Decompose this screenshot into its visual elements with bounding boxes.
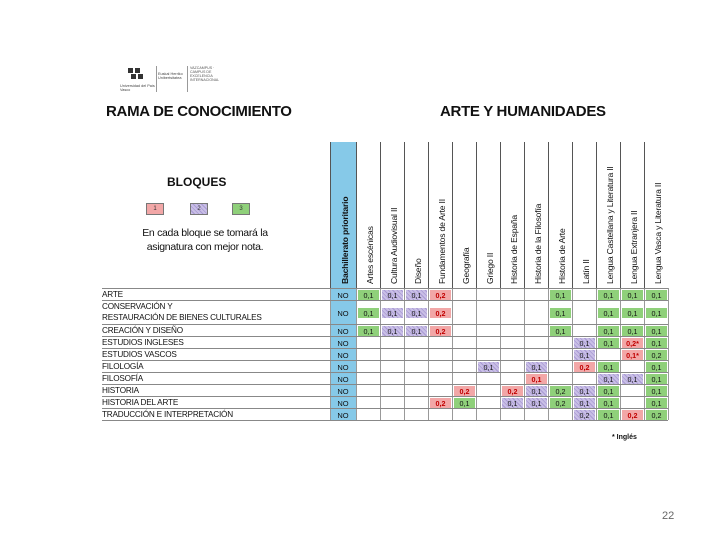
column-header-label: Diseño [412, 258, 423, 284]
weight-cell: 0,1 [622, 290, 643, 300]
weight-cell: 0,2 [622, 410, 643, 420]
table-row [102, 324, 668, 336]
column-header-label: Latín II [580, 259, 591, 284]
column-header-label: Cultura Audiovisual II [388, 207, 399, 284]
university-name-eu: Euskal Herriko Unibertsitatea [158, 72, 183, 80]
column-header [356, 142, 380, 288]
weight-cell: 0,1 [598, 362, 619, 372]
weight-cell: 0,1 [598, 290, 619, 300]
weight-cell: 0,1 [526, 374, 547, 384]
weight-cell: 0,2 [430, 326, 451, 336]
weight-cell: 0,2 [502, 386, 523, 396]
weight-cell: 0,1 [574, 398, 595, 408]
weight-cell: 0,1 [574, 386, 595, 396]
table-row [102, 336, 668, 348]
logo-divider [156, 66, 157, 92]
row-label: ESTUDIOS VASCOS [102, 350, 177, 359]
table-row [102, 348, 668, 360]
weight-cell: 0,2 [430, 308, 451, 318]
weight-cell: 0,1 [382, 290, 403, 300]
column-header-label: Historia de Arte [556, 228, 567, 284]
column-header-label: Lengua Vasca y Literatura II [652, 182, 663, 284]
column-header [380, 142, 404, 288]
weight-cell: 0,2 [430, 290, 451, 300]
weight-cell: 0,1 [622, 374, 643, 384]
column-header [548, 142, 572, 288]
weight-cell: 0,1 [646, 362, 667, 372]
row-label: ARTE [102, 290, 123, 299]
weight-cell: 0,2* [622, 338, 643, 348]
university-name: Universidad del País Vasco [120, 84, 155, 92]
weight-cell: 0,1 [478, 362, 499, 372]
branch-heading: RAMA DE CONOCIMIENTO [106, 103, 292, 120]
weight-cell: 0,1 [526, 386, 547, 396]
column-header [330, 142, 356, 288]
weight-cell: 0,2 [550, 386, 571, 396]
page-number: 22 [662, 510, 675, 522]
priority-value: NO [337, 398, 349, 408]
logo-divider [187, 66, 188, 92]
weight-cell: 0,1 [406, 326, 427, 336]
priority-value: NO [337, 386, 349, 396]
column-header-label: Fundamentos de Arte II [436, 199, 447, 284]
branch-name: ARTE Y HUMANIDADES [440, 103, 606, 120]
column-header [476, 142, 500, 288]
priority-value: NO [337, 290, 349, 300]
row-label: CREACIÓN Y DISEÑO [102, 326, 183, 335]
column-header-label: Lengua Castellana y Literatura II [604, 166, 615, 284]
weight-cell: 0,2 [574, 410, 595, 420]
weight-cell: 0,1 [598, 410, 619, 420]
column-header [620, 142, 644, 288]
column-header-label: Bachillerato prioritario [339, 196, 350, 284]
legend-block-2: 2 [190, 203, 208, 215]
priority-value: NO [337, 374, 349, 384]
row-label: HISTORIA DEL ARTE [102, 398, 179, 407]
legend-block-3: 3 [232, 203, 250, 215]
weight-cell: 0,1 [502, 398, 523, 408]
column-header [596, 142, 620, 288]
weight-cell: 0,2 [646, 350, 667, 360]
row-label: TRADUCCIÓN E INTERPRETACIÓN [102, 410, 233, 419]
weight-cell: 0,1 [574, 338, 595, 348]
weight-cell: 0,1 [358, 290, 379, 300]
priority-value: NO [337, 362, 349, 372]
weight-cell: 0,1 [646, 290, 667, 300]
weight-cell: 0,1 [646, 308, 667, 318]
weight-cell: 0,1 [598, 308, 619, 318]
row-label: FILOSOFÍA [102, 374, 143, 383]
table-row [102, 372, 668, 384]
column-header [572, 142, 596, 288]
weight-cell: 0,2 [550, 398, 571, 408]
weight-cell: 0,1 [622, 326, 643, 336]
weight-cell: 0,1 [358, 308, 379, 318]
weight-cell: 0,1 [526, 362, 547, 372]
weight-cell: 0,1 [646, 374, 667, 384]
priority-value: NO [337, 410, 349, 420]
column-header [404, 142, 428, 288]
weight-cell: 0,2 [574, 362, 595, 372]
row-label: CONSERVACIÓN Y [102, 302, 173, 311]
weight-cell: 0,1 [406, 308, 427, 318]
weight-cell: 0,1 [526, 398, 547, 408]
weight-cell: 0,2 [646, 410, 667, 420]
weight-cell: 0,1* [622, 350, 643, 360]
weight-cell: 0,1 [622, 308, 643, 318]
weight-cell: 0,1 [550, 290, 571, 300]
table-bottom-border [102, 420, 668, 421]
priority-value: NO [337, 338, 349, 348]
weight-cell: 0,1 [550, 326, 571, 336]
weight-cell: 0,1 [382, 308, 403, 318]
footnote: * Inglés [612, 434, 637, 441]
university-logo [118, 64, 228, 94]
priority-value: NO [337, 326, 349, 336]
weight-cell: 0,1 [406, 290, 427, 300]
weight-cell: 0,1 [646, 338, 667, 348]
weight-cell: 0,1 [646, 398, 667, 408]
weight-cell: 0,1 [646, 386, 667, 396]
legend-note: En cada bloque se tomará la asignatura con mejor nota. [142, 227, 268, 253]
university-crest-icon [126, 66, 146, 86]
weight-cell: 0,1 [574, 350, 595, 360]
column-header [428, 142, 452, 288]
legend-block-1: 1 [146, 203, 164, 215]
row-label: HISTORIA [102, 386, 139, 395]
table-row [102, 288, 668, 300]
priority-value: NO [337, 350, 349, 360]
weight-cell: 0,2 [454, 386, 475, 396]
row-label: RESTAURACIÓN DE BIENES CULTURALES [102, 313, 262, 322]
weight-cell: 0,1 [550, 308, 571, 318]
table-row [102, 360, 668, 372]
table-row [102, 300, 668, 324]
weight-cell: 0,1 [598, 326, 619, 336]
campus-label: VAZCAMPUS · CAMPUS DE EXCELENCIA INTERNACIONAL [190, 66, 220, 82]
table-row [102, 396, 668, 408]
weight-cell: 0,1 [646, 326, 667, 336]
legend-title: BLOQUES [167, 175, 227, 189]
weight-cell: 0,1 [454, 398, 475, 408]
priority-value: NO [337, 308, 349, 318]
column-header-label: Geografía [460, 247, 471, 284]
column-header-label: Griego II [484, 252, 495, 284]
column-header-label: Lengua Extranjera II [628, 210, 639, 284]
column-header [644, 142, 668, 288]
weight-cell: 0,1 [382, 326, 403, 336]
row-label: FILOLOGÍA [102, 362, 144, 371]
column-header [452, 142, 476, 288]
column-header-label: Artes escénicas [364, 226, 375, 284]
weight-cell: 0,1 [598, 398, 619, 408]
weight-cell: 0,1 [358, 326, 379, 336]
table-row [102, 384, 668, 396]
weight-cell: 0,2 [430, 398, 451, 408]
table-row [102, 408, 668, 420]
row-label: ESTUDIOS INGLESES [102, 338, 184, 347]
column-header-label: Historia de España [508, 214, 519, 284]
column-header-label: Historia de la Filosofía [532, 203, 543, 284]
weight-cell: 0,1 [598, 386, 619, 396]
column-header [524, 142, 548, 288]
column-header [500, 142, 524, 288]
weight-cell: 0,1 [598, 338, 619, 348]
weight-cell: 0,1 [598, 374, 619, 384]
grid-line [668, 288, 669, 420]
